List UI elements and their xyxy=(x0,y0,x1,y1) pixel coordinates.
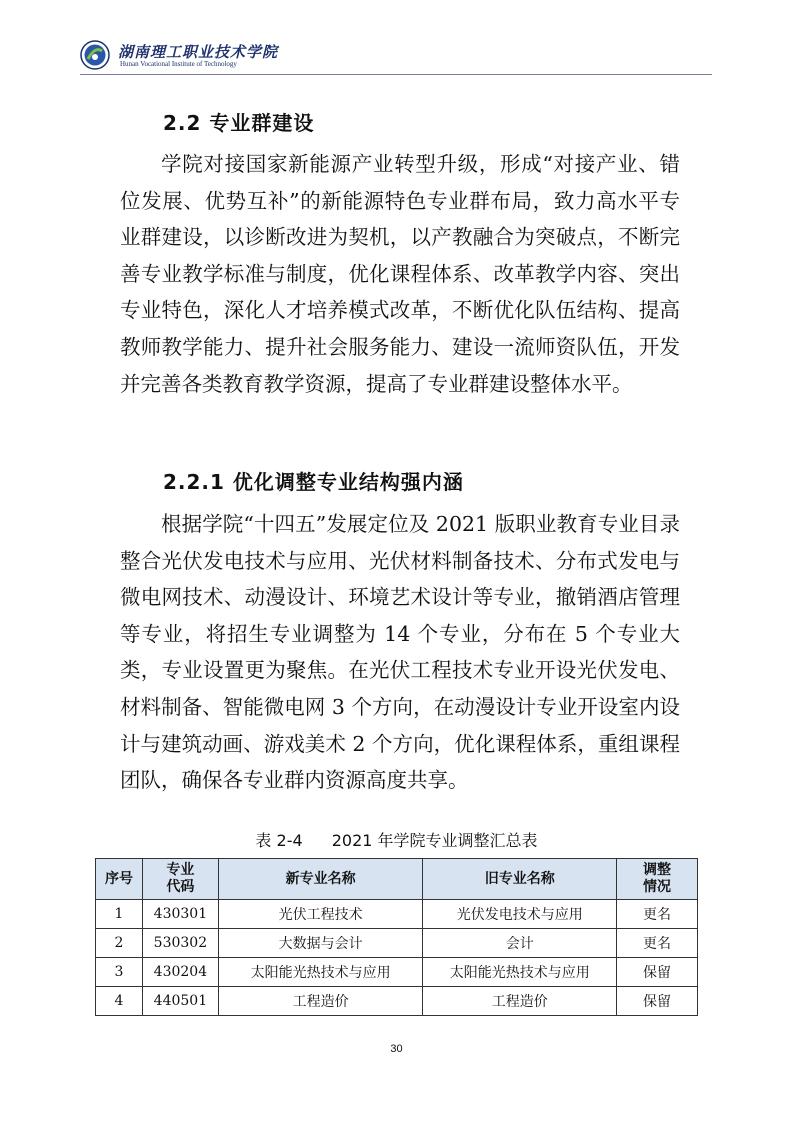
cell-code: 530302 xyxy=(142,929,218,958)
header-code-line2: 代码 xyxy=(166,879,195,895)
header-status-line1: 调整 xyxy=(643,862,672,878)
subsection-paragraph: 根据学院“十四五”发展定位及 2021 版职业教育专业目录整合光伏发电技术与应用、光伏材料制备技术、分布式发电与微电网技术、动漫设计、环境艺术设计等专业，撤销酒店管理等专业，将招生专业调整为 14 个专业，分布在 5 个专业大类，专业设置更为聚焦。在光伏工程技术专业开设光伏发电、材料制备、智能微电网 3 个方向，在动漫设计专业开设室内设计与建筑动画、游戏美术 2 个方向，优化课程体系，重组课程团队，确保各专业群内资源高度共享。 xyxy=(120,512,680,793)
cell-status: 更名 xyxy=(617,929,698,958)
page-header xyxy=(80,40,712,74)
cell-code: 430301 xyxy=(142,900,218,929)
cell-code: 440501 xyxy=(142,987,218,1016)
cell-old-name: 光伏发电技术与应用 xyxy=(423,900,617,929)
cell-new-name: 太阳能光热技术与应用 xyxy=(218,958,423,987)
school-logo-icon xyxy=(80,40,110,70)
header-new-name: 新专业名称 xyxy=(218,859,423,900)
table-caption-title: 2021 年学院专业调整汇总表 xyxy=(331,831,538,850)
cell-seq: 3 xyxy=(96,958,143,987)
section-heading: 2.2 专业群建设 xyxy=(163,111,315,135)
subsection-heading: 2.2.1 优化调整专业结构强内涵 xyxy=(163,470,464,494)
table-row xyxy=(96,929,698,958)
cell-new-name: 工程造价 xyxy=(218,987,423,1016)
header-code-line1: 专业 xyxy=(166,862,195,878)
header-divider xyxy=(80,74,712,75)
table-row xyxy=(96,987,698,1016)
table-caption-number: 表 2-4 xyxy=(255,831,303,850)
table-caption xyxy=(0,828,793,851)
header-seq: 序号 xyxy=(96,859,143,900)
cell-seq: 2 xyxy=(96,929,143,958)
school-name-en: Hunan Vocational Institute of Technology xyxy=(120,60,237,68)
cell-old-name: 会计 xyxy=(423,929,617,958)
header-code xyxy=(142,859,218,900)
header-status-line2: 情况 xyxy=(643,879,672,895)
section-paragraph: 学院对接国家新能源产业转型升级，形成“对接产业、错位发展、优势互补”的新能源特色专业群布局，致力高水平专业群建设，以诊断改进为契机，以产教融合为突破点，不断完善专业教学标准与制度，优化课程体系、改革教学内容、突出专业特色，深化人才培养模式改革，不断优化队伍结构、提高教师教学能力、提升社会服务能力、建设一流师资队伍，开发并完善各类教育教学资源，提高了专业群建设整体水平。 xyxy=(120,152,680,396)
table-header-row xyxy=(96,859,698,900)
cell-new-name: 大数据与会计 xyxy=(218,929,423,958)
cell-code: 430204 xyxy=(142,958,218,987)
major-adjustment-table xyxy=(95,858,698,1016)
cell-seq: 4 xyxy=(96,987,143,1016)
table-row xyxy=(96,958,698,987)
page-number: 30 xyxy=(390,1043,403,1055)
cell-old-name: 工程造价 xyxy=(423,987,617,1016)
cell-seq: 1 xyxy=(96,900,143,929)
header-status xyxy=(617,859,698,900)
school-name-cn: 湖南理工职业技术学院 xyxy=(118,43,279,61)
header-old-name: 旧专业名称 xyxy=(423,859,617,900)
cell-status: 保留 xyxy=(617,958,698,987)
cell-new-name: 光伏工程技术 xyxy=(218,900,423,929)
table-row xyxy=(96,900,698,929)
cell-status: 更名 xyxy=(617,900,698,929)
cell-old-name: 太阳能光热技术与应用 xyxy=(423,958,617,987)
cell-status: 保留 xyxy=(617,987,698,1016)
